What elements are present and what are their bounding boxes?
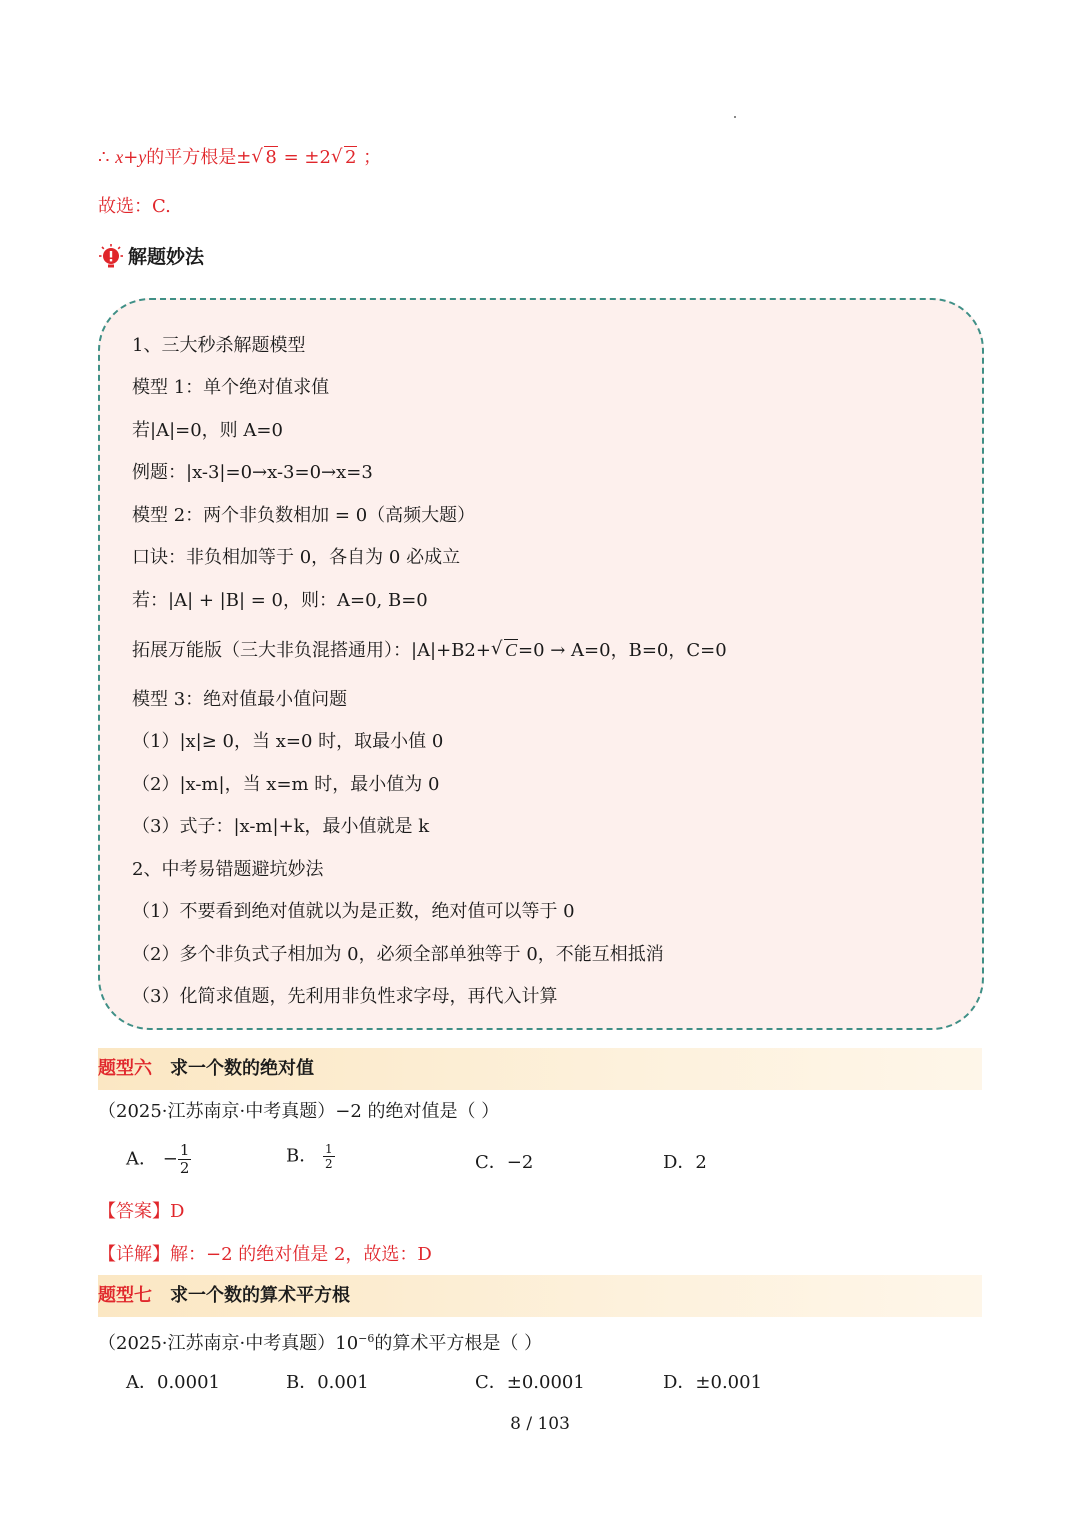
tip-line: 模型 2：两个非负数相加 = 0（高频大题） — [132, 505, 476, 526]
page-number: 8 / 103 — [510, 1414, 570, 1434]
therefore-symbol: ∴ — [98, 147, 110, 168]
detail-line — [98, 1243, 432, 1267]
plus-sign: + — [123, 147, 139, 168]
option-d: D．2 — [663, 1152, 707, 1173]
radical-8: √ 8 — [251, 146, 277, 170]
equals-sign: = — [283, 147, 299, 168]
section-tag: 题型六 — [98, 1058, 152, 1079]
question-suffix: 的算术平方根是（ ） — [374, 1333, 543, 1354]
tip-line: （1）|x|≥ 0，当 x=0 时，取最小值 0 — [132, 731, 444, 752]
tips-heading — [98, 242, 204, 269]
tip-line: 口诀：非负相加等于 0，各自为 0 必成立 — [132, 547, 461, 568]
question-prefix: （2025·江苏南京·中考真题）10 — [98, 1333, 359, 1354]
solution-text: 的平方根是 — [146, 147, 237, 168]
var-x: x — [115, 147, 124, 167]
pm-sign: ± — [236, 147, 252, 168]
tip-extension-line — [132, 638, 727, 663]
tip-line: 模型 3：绝对值最小值问题 — [132, 689, 348, 710]
tip-line: （2）多个非负式子相加为 0，必须全部单独等于 0，不能互相抵消 — [132, 944, 664, 965]
option-label: B． — [286, 1145, 318, 1167]
tip-line: 2、中考易错题避坑妙法 — [132, 859, 324, 880]
question-text: （2025·江苏南京·中考真题）−2 的绝对值是（ ） — [98, 1101, 500, 1122]
semicolon: ； — [363, 147, 382, 168]
detail-text: 解：−2 的绝对值是 2，故选：D — [170, 1244, 432, 1265]
tip-line: 若|A|=0，则 A=0 — [132, 420, 283, 441]
option-b: B．0.001 — [286, 1372, 369, 1393]
option-d: D．±0.001 — [663, 1372, 763, 1393]
option-b — [286, 1142, 335, 1171]
tip-line: 模型 1：单个绝对值求值 — [132, 377, 330, 398]
ext-prefix: 拓展万能版（三大非负混搭通用）：|A|+B2+ — [132, 640, 491, 661]
tip-line: （2）|x-m|，当 x=m 时，最小值为 0 — [132, 774, 440, 795]
answer-line: 【答案】D — [98, 1201, 185, 1222]
tip-line: （3）化简求值题，先利用非负性求字母，再代入计算 — [132, 986, 558, 1007]
solution-line — [98, 145, 381, 170]
detail-tag: 【详解】 — [98, 1244, 170, 1265]
lightbulb-alert-icon — [98, 243, 124, 269]
option-c: C．±0.0001 — [475, 1372, 585, 1393]
tip-line: 例题：|x-3|=0→x-3=0→x=3 — [132, 462, 373, 483]
section-title — [98, 1048, 314, 1090]
tips-heading-text: 解题妙法 — [128, 246, 205, 268]
radical-2: √ 2 — [331, 146, 357, 170]
fraction: $\frac{1}{2}$ — [324, 1142, 333, 1171]
question-text — [98, 1327, 542, 1356]
pm-two: ±2 — [304, 147, 331, 168]
minus-sign: − — [162, 1148, 178, 1170]
option-label: A． — [126, 1148, 157, 1170]
section-title-text: 求一个数的绝对值 — [170, 1058, 314, 1079]
option-a — [126, 1142, 191, 1177]
option-a: A．0.0001 — [126, 1372, 220, 1393]
tip-line: （3）式子：|x-m|+k，最小值就是 k — [132, 816, 430, 837]
radical-c: √ C — [491, 638, 518, 663]
stray-dot — [734, 116, 736, 118]
exponent: −6 — [358, 1332, 375, 1345]
section-title — [98, 1275, 350, 1317]
section-tag: 题型七 — [98, 1285, 152, 1306]
var-y: y — [138, 147, 147, 167]
tip-line: （1）不要看到绝对值就以为是正数，绝对值可以等于 0 — [132, 901, 575, 922]
tip-line: 若：|A| + |B| = 0，则：A=0, B=0 — [132, 590, 428, 611]
tip-line: 1、三大秒杀解题模型 — [132, 335, 306, 356]
section-title-text: 求一个数的算术平方根 — [170, 1285, 350, 1306]
fraction: $\frac{1}{2}$ — [179, 1141, 190, 1177]
choice-line: 故选：C. — [98, 196, 171, 217]
ext-suffix: =0 → A=0，B=0，C=0 — [518, 640, 727, 661]
option-c: C．−2 — [475, 1152, 534, 1173]
